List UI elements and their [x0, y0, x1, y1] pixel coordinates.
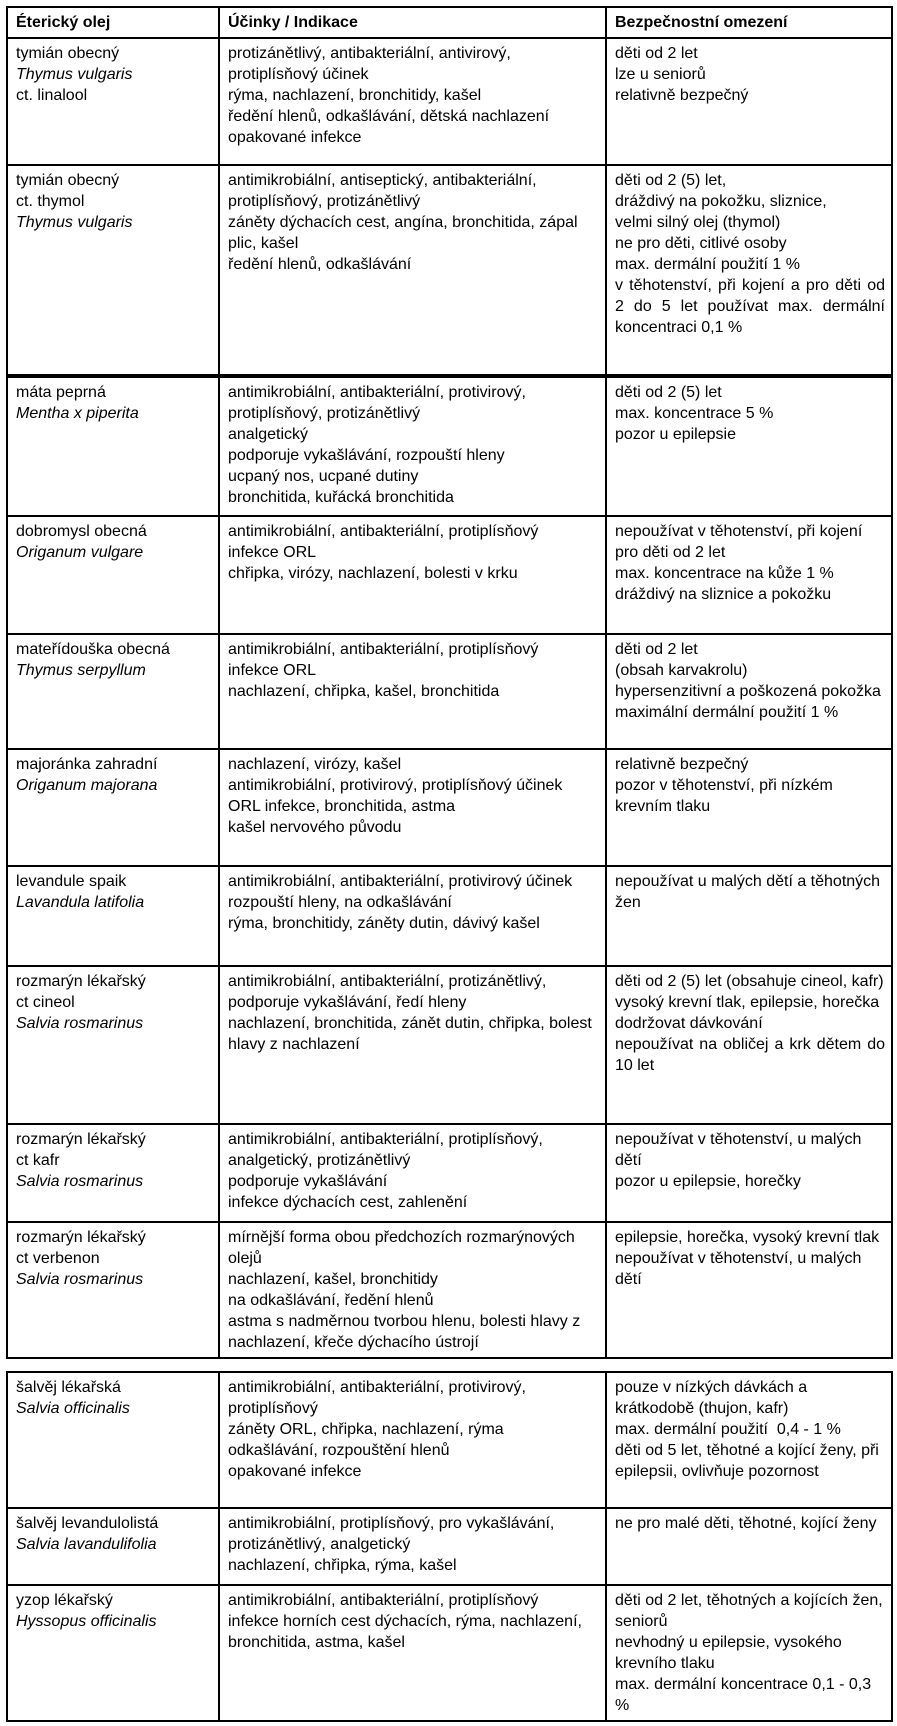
- effect-line: nachlazení, kašel, bronchitidy: [228, 1271, 438, 1288]
- effects-cell: [219, 866, 606, 966]
- safety-line: (obsah karvakrolu): [615, 662, 748, 679]
- oil-common-name: mateřídouška obecná: [16, 641, 170, 658]
- oil-name-cell: [7, 377, 219, 516]
- effect-line: antimikrobiální, antibakteriální, protiplísňový, analgetický, protizánětlivý: [228, 1131, 543, 1169]
- safety-line: max. koncentrace na kůže 1 %: [615, 565, 834, 582]
- safety-line: ne pro děti, citlivé osoby: [615, 235, 787, 252]
- effect-line: infekce horních cest dýchacích, rýma, nachlazení, bronchitida, astma, kašel: [228, 1613, 582, 1651]
- safety-line: dráždivý na pokožku, sliznice,: [615, 193, 827, 210]
- effect-line: antimikrobiální, antibakteriální, protiplísňový: [228, 641, 539, 658]
- effects-cell: [219, 377, 606, 516]
- effect-line: rýma, nachlazení, bronchitidy, kašel: [228, 87, 482, 104]
- effect-line: kašel nervového původu: [228, 819, 402, 836]
- table-row: [7, 38, 892, 165]
- oil-name-cell: [7, 1222, 219, 1358]
- safety-line: pozor u epilepsie: [615, 426, 736, 443]
- effect-line: podporuje vykašlávání, rozpouští hleny: [228, 447, 505, 464]
- safety-line: děti od 2 let, těhotných a kojících žen, seniorů: [615, 1592, 883, 1630]
- oil-common-name: tymián obecný: [16, 45, 120, 62]
- safety-cell: [606, 377, 892, 516]
- header-safety: Bezpečnostní omezení: [606, 7, 892, 38]
- effect-line: ORL infekce, bronchitida, astma: [228, 798, 456, 815]
- oil-common-name: yzop lékařský: [16, 1592, 113, 1609]
- oil-latin-name: Thymus vulgaris: [16, 66, 133, 83]
- oil-latin-name: Thymus vulgaris: [16, 214, 133, 231]
- tables-container: [6, 6, 891, 1722]
- effect-line: ředění hlenů, odkašlávání, dětská nachlazení: [228, 108, 550, 125]
- effect-line: protizánětlivý, antibakteriální, antivirový, protiplísňový účinek: [228, 45, 511, 83]
- header-row: [7, 7, 892, 38]
- oil-common-name: rozmarýn lékařský: [16, 973, 146, 990]
- effect-line: záněty dýchacích cest, angína, bronchitida, zápal plic, kašel: [228, 214, 578, 252]
- oil-table-section-1: [6, 6, 893, 376]
- oil-common-name: ct cineol: [16, 994, 75, 1011]
- table-row: [7, 1372, 892, 1508]
- oil-latin-name: Salvia officinalis: [16, 1400, 130, 1417]
- effect-line: nachlazení, virózy, kašel: [228, 756, 402, 773]
- safety-cell: [606, 749, 892, 866]
- table-row: [7, 634, 892, 749]
- oil-name-cell: [7, 966, 219, 1124]
- safety-line: děti od 2 (5) let (obsahuje cineol, kafr): [615, 973, 884, 990]
- oil-name-cell: [7, 866, 219, 966]
- table-row: [7, 966, 892, 1124]
- oil-common-name: ct verbenon: [16, 1250, 100, 1267]
- safety-cell: [606, 1585, 892, 1721]
- safety-line: dodržovat dávkování: [615, 1015, 763, 1032]
- table-row: [7, 866, 892, 966]
- safety-line: děti od 2 let: [615, 45, 698, 62]
- safety-line: nevhodný u epilepsie, vysokého krevního tlaku: [615, 1634, 842, 1672]
- safety-line: dráždivý na sliznice a pokožku: [615, 586, 832, 603]
- safety-cell: [606, 38, 892, 165]
- safety-cell: [606, 1222, 892, 1358]
- effect-line: chřipka, virózy, nachlazení, bolesti v krku: [228, 565, 518, 582]
- safety-line: lze u seniorů: [615, 66, 706, 83]
- safety-line: velmi silný olej (thymol): [615, 214, 781, 231]
- oil-common-name: máta peprná: [16, 384, 106, 401]
- oil-common-name: šalvěj levandulolistá: [16, 1515, 159, 1532]
- oil-common-name: majoránka zahradní: [16, 756, 158, 773]
- safety-line: děti od 5 let, těhotné a kojící ženy, při epilepsii, ovlivňuje pozornost: [615, 1442, 879, 1480]
- safety-line: max. koncentrace 5 %: [615, 405, 774, 422]
- safety-line: nepoužívat v těhotenství, u malých dětí: [615, 1250, 862, 1288]
- table-row: [7, 1585, 892, 1721]
- oil-table-section-2: [6, 376, 893, 1359]
- effect-line: nachlazení, chřipka, rýma, kašel: [228, 1557, 457, 1574]
- header-effects: Účinky / Indikace: [219, 7, 606, 38]
- safety-line: pozor u epilepsie, horečky: [615, 1173, 801, 1190]
- oil-common-name: ct kafr: [16, 1152, 60, 1169]
- safety-cell: [606, 165, 892, 375]
- effect-line: odkašlávání, rozpouštění hlenů: [228, 1442, 450, 1459]
- table-row: [7, 1508, 892, 1585]
- oil-latin-name: Origanum vulgare: [16, 544, 144, 561]
- effects-cell: [219, 966, 606, 1124]
- oil-name-cell: [7, 1124, 219, 1222]
- oil-common-name: ct. thymol: [16, 193, 85, 210]
- effect-line: rýma, bronchitidy, záněty dutin, dávivý kašel: [228, 915, 540, 932]
- effect-line: záněty ORL, chřipka, nachlazení, rýma: [228, 1421, 504, 1438]
- effect-line: antimikrobiální, antibakteriální, protivirový, protiplísňový, protizánětlivý: [228, 384, 526, 422]
- header-oil: Éterický olej: [7, 7, 219, 38]
- safety-line: nepoužívat u malých dětí a těhotných žen: [615, 873, 881, 911]
- effect-line: analgetický: [228, 426, 309, 443]
- safety-cell: [606, 1372, 892, 1508]
- effect-line: ucpaný nos, ucpané dutiny: [228, 468, 419, 485]
- safety-cell: [606, 1124, 892, 1222]
- effect-line: antimikrobiální, antibakteriální, protiplísňový: [228, 523, 539, 540]
- safety-line: maximální dermální použití 1 %: [615, 704, 839, 721]
- effect-line: infekce dýchacích cest, zahlenění: [228, 1194, 468, 1211]
- oil-latin-name: Lavandula latifolia: [16, 894, 145, 911]
- effect-line: nachlazení, chřipka, kašel, bronchitida: [228, 683, 500, 700]
- effects-cell: [219, 1124, 606, 1222]
- effect-line: antimikrobiální, antiseptický, antibakteriální, protiplísňový, protizánětlivý: [228, 172, 537, 210]
- effects-cell: [219, 38, 606, 165]
- oil-name-cell: [7, 634, 219, 749]
- effect-line: ředění hlenů, odkašlávání: [228, 256, 412, 273]
- effects-cell: [219, 1508, 606, 1585]
- oil-latin-name: Salvia rosmarinus: [16, 1015, 144, 1032]
- safety-line: max. dermální použití 1 %: [615, 256, 800, 273]
- effects-cell: [219, 634, 606, 749]
- effect-line: antimikrobiální, protivirový, protiplísňový účinek: [228, 777, 563, 794]
- oil-common-name: levandule spaik: [16, 873, 127, 890]
- effects-cell: [219, 516, 606, 634]
- table-row: [7, 165, 892, 375]
- safety-line: relativně bezpečný: [615, 87, 749, 104]
- effect-line: infekce ORL: [228, 662, 317, 679]
- table-row: [7, 1124, 892, 1222]
- safety-line: max. dermální použití 0,4 - 1 %: [615, 1421, 841, 1438]
- safety-line: hypersenzitivní a poškozená pokožka: [615, 683, 881, 700]
- oil-latin-name: Salvia lavandulifolia: [16, 1536, 157, 1553]
- effect-line: antimikrobiální, antibakteriální, protiplísňový: [228, 1592, 539, 1609]
- safety-line: epilepsie, horečka, vysoký krevní tlak: [615, 1229, 880, 1246]
- table-row: [7, 749, 892, 866]
- effect-line: nachlazení, bronchitida, zánět dutin, chřipka, bolest hlavy z nachlazení: [228, 1015, 592, 1053]
- safety-cell: [606, 516, 892, 634]
- effect-line: astma s nadměrnou tvorbou hlenu, bolesti hlavy z nachlazení, křeče dýchacího ústrojí: [228, 1313, 581, 1351]
- oil-latin-name: Hyssopus officinalis: [16, 1613, 157, 1630]
- effects-cell: [219, 1585, 606, 1721]
- table-row: [7, 377, 892, 516]
- effect-line: rozpouští hleny, na odkašlávání: [228, 894, 452, 911]
- oil-name-cell: [7, 516, 219, 634]
- oil-name-cell: [7, 1372, 219, 1508]
- oil-table-section-3: [6, 1371, 893, 1722]
- safety-line: pro děti od 2 let: [615, 544, 726, 561]
- safety-line: max. dermální koncentrace 0,1 - 0,3 %: [615, 1676, 872, 1714]
- oil-name-cell: [7, 38, 219, 165]
- effect-line: opakované infekce: [228, 129, 362, 146]
- safety-line: vysoký krevní tlak, epilepsie, horečka: [615, 994, 880, 1011]
- safety-line: nepoužívat na obličej a krk dětem do 10 let: [615, 1036, 885, 1074]
- safety-cell: [606, 634, 892, 749]
- oil-common-name: tymián obecný: [16, 172, 120, 189]
- safety-cell: [606, 1508, 892, 1585]
- effect-line: antimikrobiální, antibakteriální, protivirový, protiplísňový: [228, 1379, 526, 1417]
- effects-cell: [219, 165, 606, 375]
- effect-line: antimikrobiální, antibakteriální, protizánětlivý, podporuje vykašlávání, ředí hleny: [228, 973, 547, 1011]
- oil-common-name: dobromysl obecná: [16, 523, 147, 540]
- safety-cell: [606, 866, 892, 966]
- oil-latin-name: Salvia rosmarinus: [16, 1271, 144, 1288]
- oil-latin-name: Origanum majorana: [16, 777, 158, 794]
- safety-line: pouze v nízkých dávkách a krátkodobě (thujon, kafr): [615, 1379, 808, 1417]
- safety-line: v těhotenství, při kojení a pro děti od 2 do 5 let používat max. dermální koncentraci 0,1 %: [615, 277, 885, 336]
- table-row: [7, 516, 892, 634]
- effects-cell: [219, 1222, 606, 1358]
- safety-line: děti od 2 (5) let: [615, 384, 722, 401]
- safety-line: ne pro malé děti, těhotné, kojící ženy: [615, 1515, 877, 1532]
- oil-name-cell: [7, 1508, 219, 1585]
- oil-latin-name: Thymus serpyllum: [16, 662, 146, 679]
- effect-line: antimikrobiální, protiplísňový, pro vykašlávání, protizánětlivý, analgetický: [228, 1515, 555, 1553]
- effect-line: bronchitida, kuřácká bronchitida: [228, 489, 454, 506]
- effect-line: mírnější forma obou předchozích rozmarýnových olejů: [228, 1229, 575, 1267]
- oil-common-name: rozmarýn lékařský: [16, 1229, 146, 1246]
- oil-common-name: šalvěj lékařská: [16, 1379, 121, 1396]
- effect-line: infekce ORL: [228, 544, 317, 561]
- safety-line: nepoužívat v těhotenství, při kojení: [615, 523, 863, 540]
- oil-latin-name: Mentha x piperita: [16, 405, 139, 422]
- effect-line: antimikrobiální, antibakteriální, protivirový účinek: [228, 873, 573, 890]
- oil-common-name: ct. linalool: [16, 87, 88, 104]
- effects-cell: [219, 1372, 606, 1508]
- oil-name-cell: [7, 749, 219, 866]
- safety-line: děti od 2 (5) let,: [615, 172, 727, 189]
- safety-line: relativně bezpečný: [615, 756, 749, 773]
- effect-line: opakované infekce: [228, 1463, 362, 1480]
- safety-cell: [606, 966, 892, 1124]
- safety-line: pozor v těhotenství, při nízkém krevním tlaku: [615, 777, 833, 815]
- effects-cell: [219, 749, 606, 866]
- effect-line: na odkašlávání, ředění hlenů: [228, 1292, 434, 1309]
- oil-common-name: rozmarýn lékařský: [16, 1131, 146, 1148]
- oil-latin-name: Salvia rosmarinus: [16, 1173, 144, 1190]
- oil-name-cell: [7, 165, 219, 375]
- safety-line: děti od 2 let: [615, 641, 698, 658]
- effect-line: podporuje vykašlávání: [228, 1173, 388, 1190]
- oil-name-cell: [7, 1585, 219, 1721]
- safety-line: nepoužívat v těhotenství, u malých dětí: [615, 1131, 862, 1169]
- table-row: [7, 1222, 892, 1358]
